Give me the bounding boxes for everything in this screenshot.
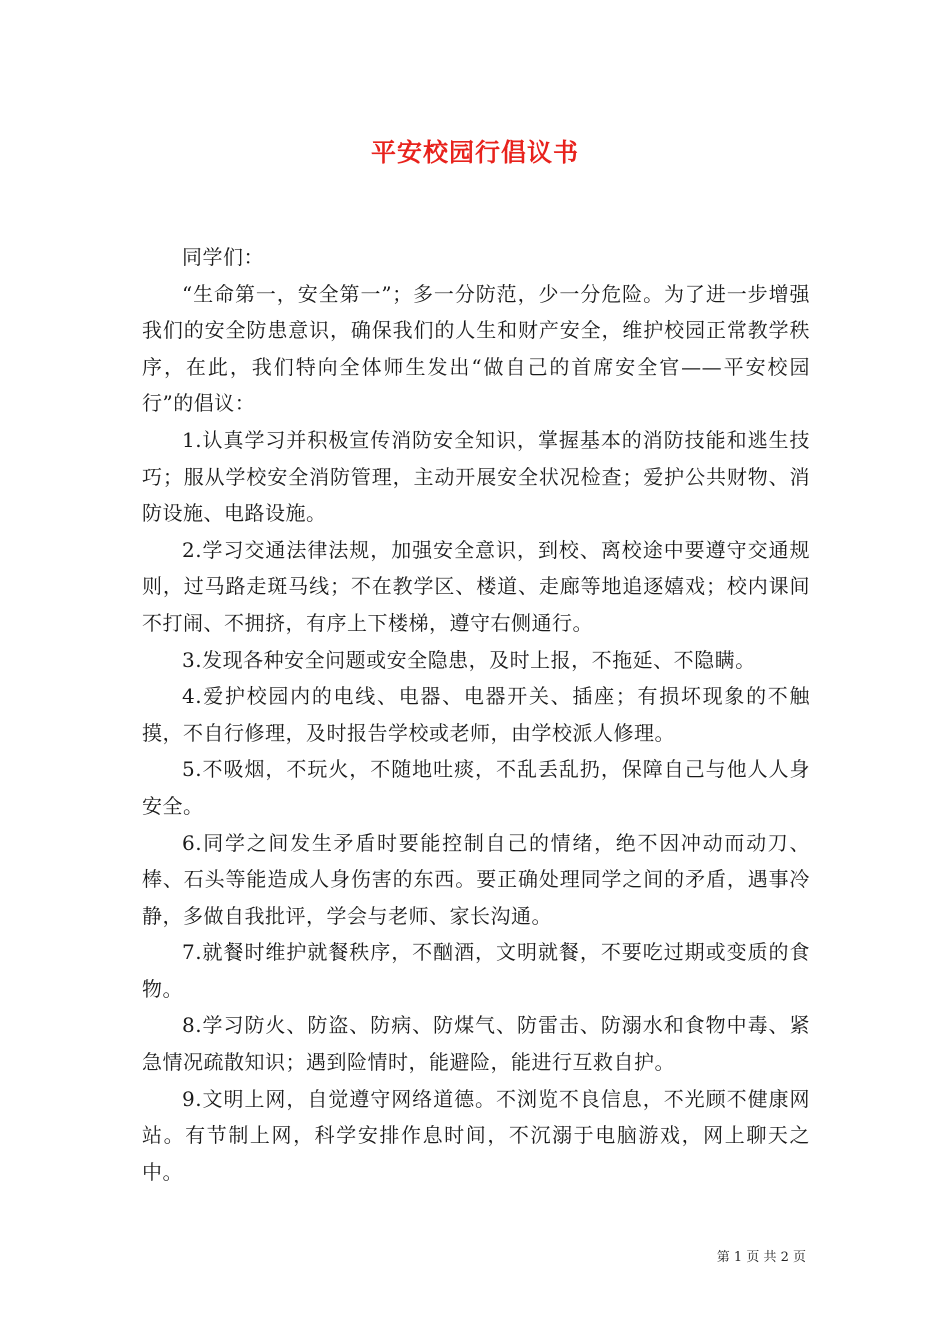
paragraph-item-7: 7.就餐时维护就餐秩序，不酗酒，文明就餐，不要吃过期或变质的食物。 xyxy=(142,940,810,1001)
paragraph-item-4: 4.爱护校园内的电线、电器、电器开关、插座；有损坏现象的不触摸，不自行修理，及时报告学校或老师，由学校派人修理。 xyxy=(142,684,810,745)
paragraph-item-9: 9.文明上网，自觉遵守网络道德。不浏览不良信息，不光顾不健康网站。有节制上网，科学安排作息时间，不沉溺于电脑游戏，网上聊天之中。 xyxy=(142,1086,810,1184)
document-body xyxy=(142,239,810,1190)
paragraph-item-6: 6.同学之间发生矛盾时要能控制自己的情绪，绝不因冲动而动刀、棒、石头等能造成人身伤害的东西。要正确处理同学之间的矛盾，遇事冷静，多做自我批评，学会与老师、家长沟通。 xyxy=(142,830,810,928)
page-indicator: 第 1 页 共 2 页 xyxy=(716,1250,806,1265)
paragraph-item-1: 1.认真学习并积极宣传消防安全知识，掌握基本的消防技能和逃生技巧；服从学校安全消防管理，主动开展安全状况检查；爱护公共财物、消防设施、电路设施。 xyxy=(142,427,810,526)
document-title: 平安校园行倡议书 xyxy=(370,138,579,167)
paragraph-item-8: 8.学习防火、防盗、防病、防煤气、防雷击、防溺水和食物中毒、紧急情况疏散知识；遇到险情时，能避险，能进行互救自护。 xyxy=(142,1013,810,1075)
greeting: 同学们： xyxy=(182,245,264,269)
paragraph-item-3: 3.发现各种安全问题或安全隐患，及时上报，不拖延、不隐瞒。 xyxy=(182,647,756,672)
paragraph-intro: “生命第一，安全第一”；多一分防范，少一分危险。为了进一步增强我们的安全防患意识，确保我们的人生和财产安全，维护校园正常教学秩序，在此，我们特向全体师生发出“做自己的首席安全官——平安校园行”的倡议： xyxy=(142,281,810,416)
paragraph-item-2: 2.学习交通法律法规，加强安全意识，到校、离校途中要遵守交通规则，过马路走斑马线；不在教学区、楼道、走廊等地追逐嬉戏；校内课间不打闹、不拥挤，有序上下楼梯，遵守右侧通行。 xyxy=(142,537,810,635)
paragraph-item-5: 5.不吸烟，不玩火，不随地吐痰，不乱丢乱扔，保障自己与他人人身安全。 xyxy=(142,757,810,818)
